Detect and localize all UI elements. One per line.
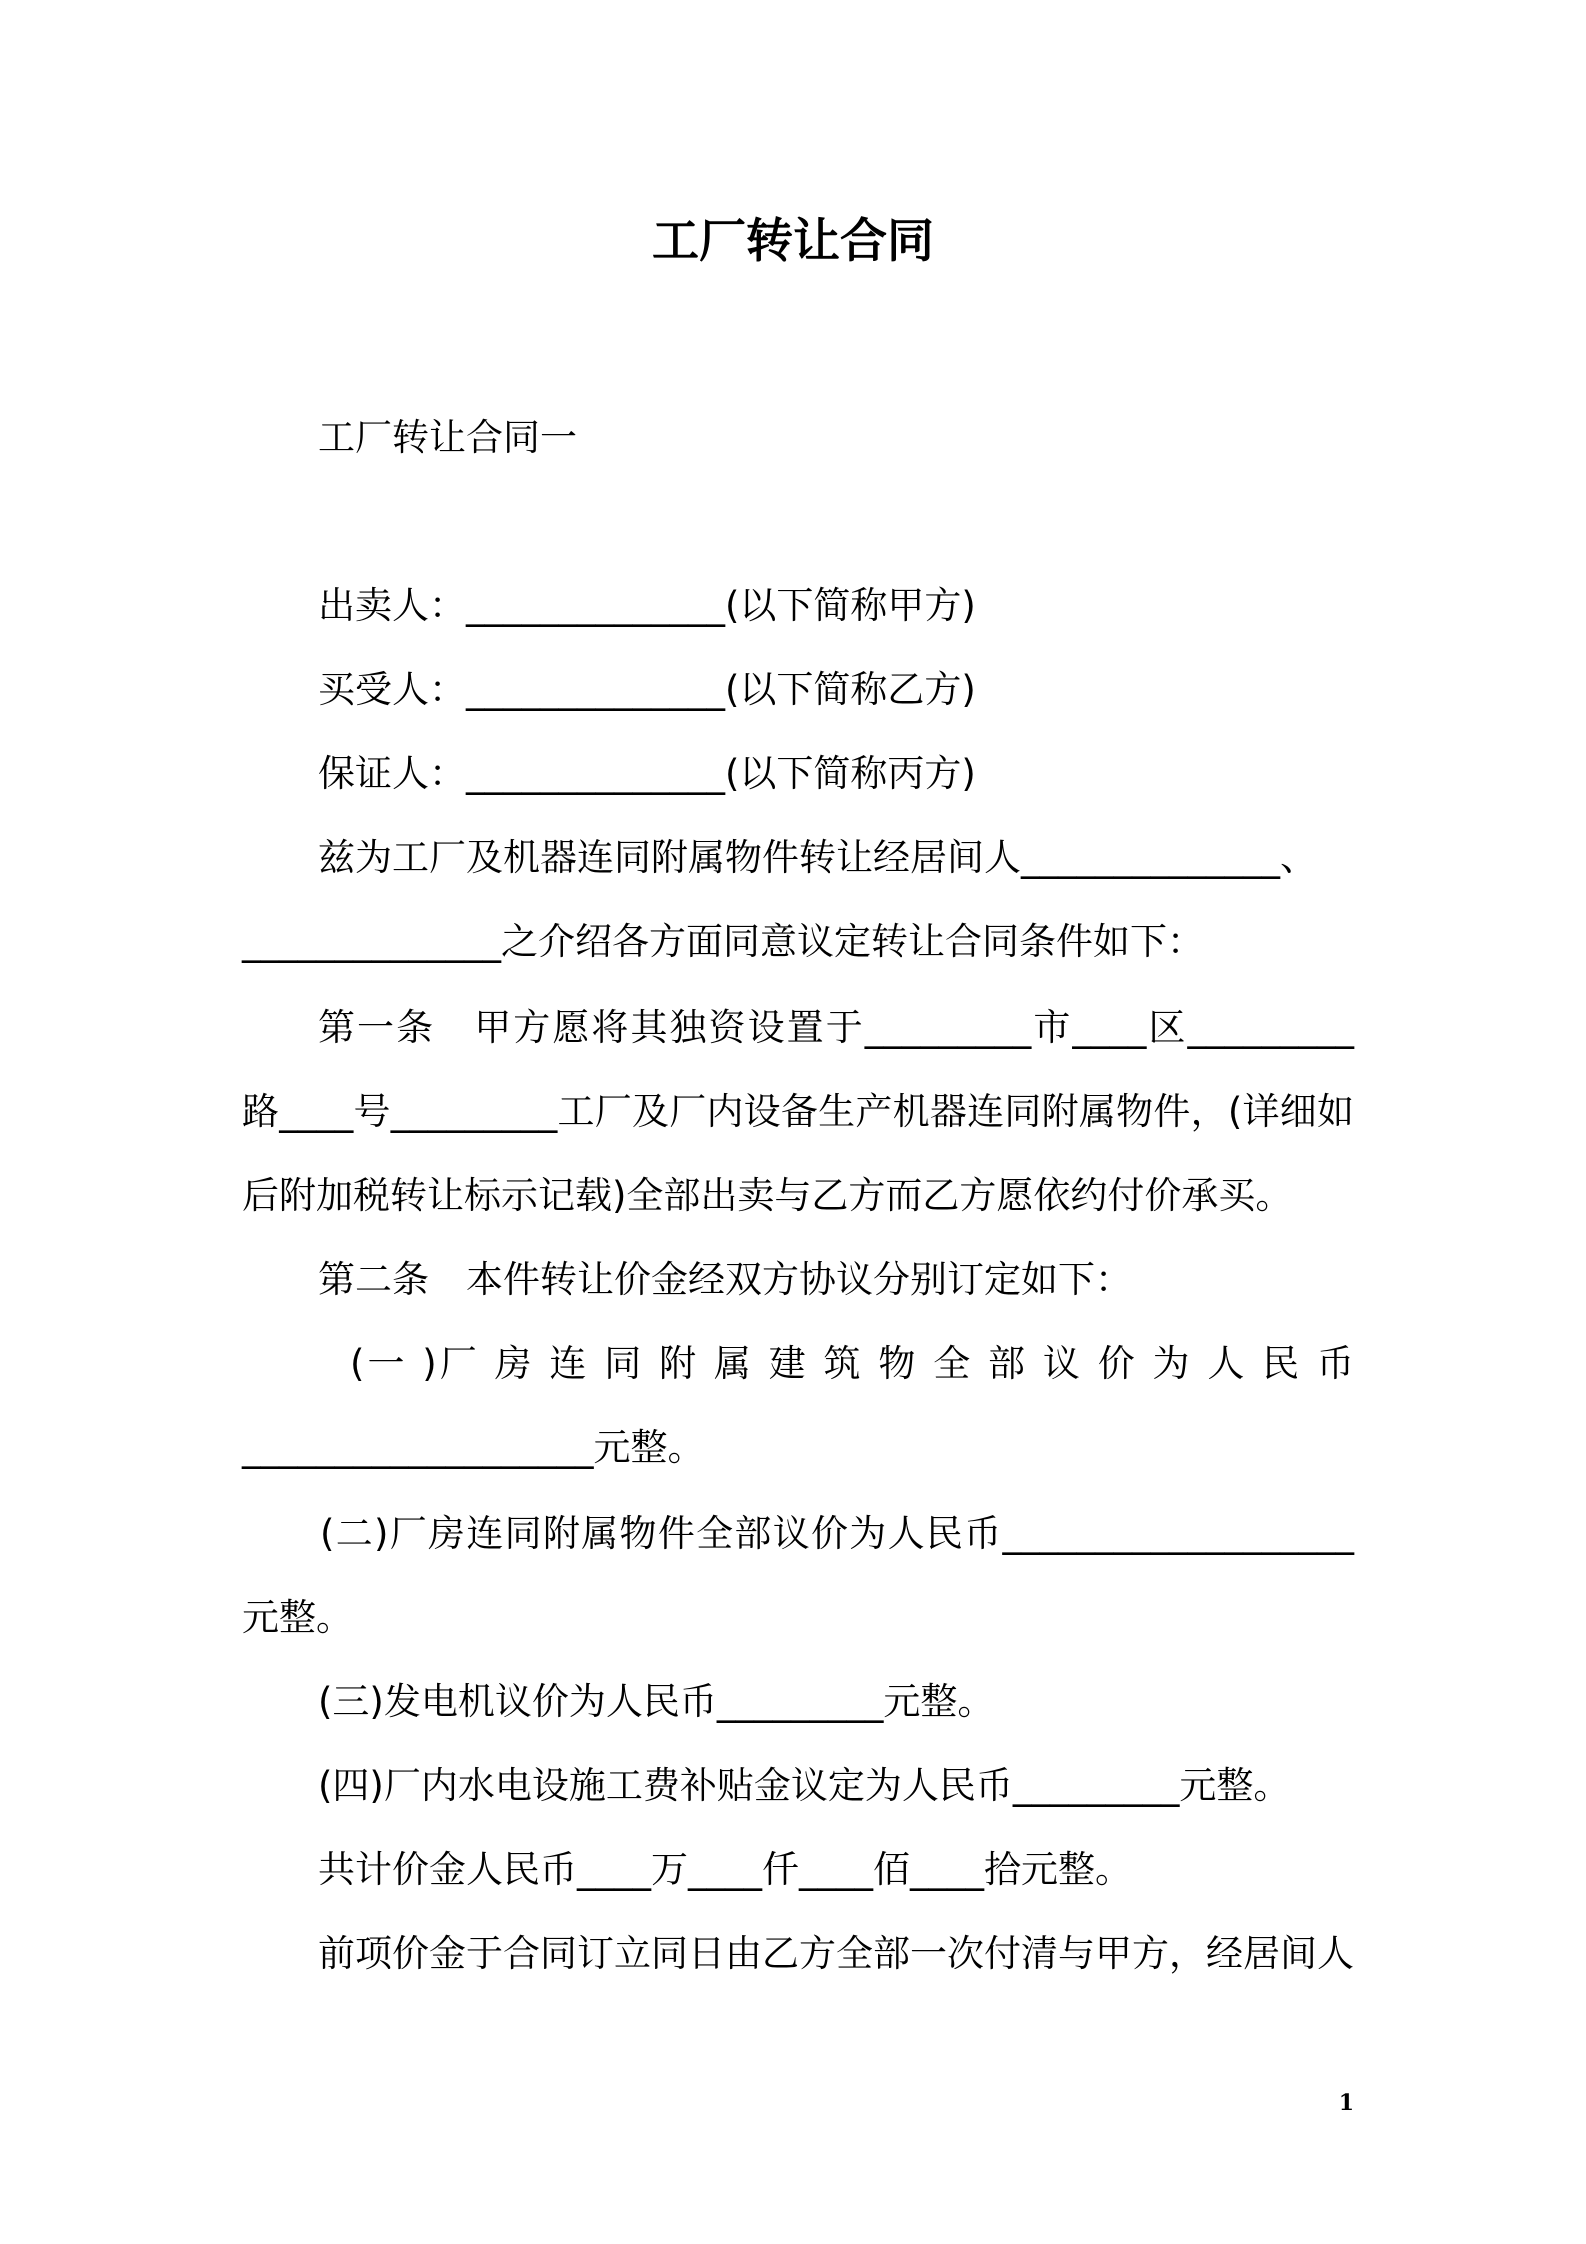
- item4-line: (四)厂内水电设施工费补贴金议定为人民币_________元整。: [318, 1764, 1291, 1807]
- payment-line: 前项价金于合同订立同日由乙方全部一次付清与甲方，经居间人: [318, 1932, 1354, 1975]
- page-title: 工厂转让合同: [652, 214, 934, 269]
- item3-line: (三)发电机议价为人民币_________元整。: [318, 1680, 995, 1723]
- page-number: 1: [1338, 2090, 1354, 2116]
- buyer-line: 买受人：______________(以下简称乙方): [318, 668, 976, 711]
- item2-line-2: 元整。: [242, 1596, 353, 1639]
- guarantor-line: 保证人：______________(以下简称丙方): [318, 752, 976, 795]
- total-line: 共计价金人民币____万____仟____佰____拾元整。: [318, 1848, 1132, 1891]
- item1-line-2: ___________________元整。: [242, 1426, 705, 1469]
- article1-line-1: 第一条 甲方愿将其独资设置于_________市____区_________: [318, 1006, 1354, 1049]
- article2-line: 第二条 本件转让价金经双方协议分别订定如下：: [318, 1258, 1132, 1301]
- intro-line-2: ______________之介绍各方面同意议定转让合同条件如下：: [242, 920, 1204, 963]
- item2-line-1: (二)厂房连同附属物件全部议价为人民币___________________: [320, 1512, 1354, 1555]
- seller-line: 出卖人：______________(以下简称甲方): [318, 584, 976, 627]
- section-heading: 工厂转让合同一: [318, 416, 577, 459]
- intro-line-1: 兹为工厂及机器连同附属物件转让经居间人______________、: [318, 836, 1317, 879]
- item1-line-1: (一 )厂 房 连 同 附 属 建 筑 物 全 部 议 价 为 人 民 币: [350, 1342, 1354, 1385]
- article1-line-2: 路____号_________工厂及厂内设备生产机器连同附属物件，(详细如: [242, 1090, 1354, 1133]
- article1-line-3: 后附加税转让标示记载)全部出卖与乙方而乙方愿依约付价承买。: [242, 1174, 1293, 1217]
